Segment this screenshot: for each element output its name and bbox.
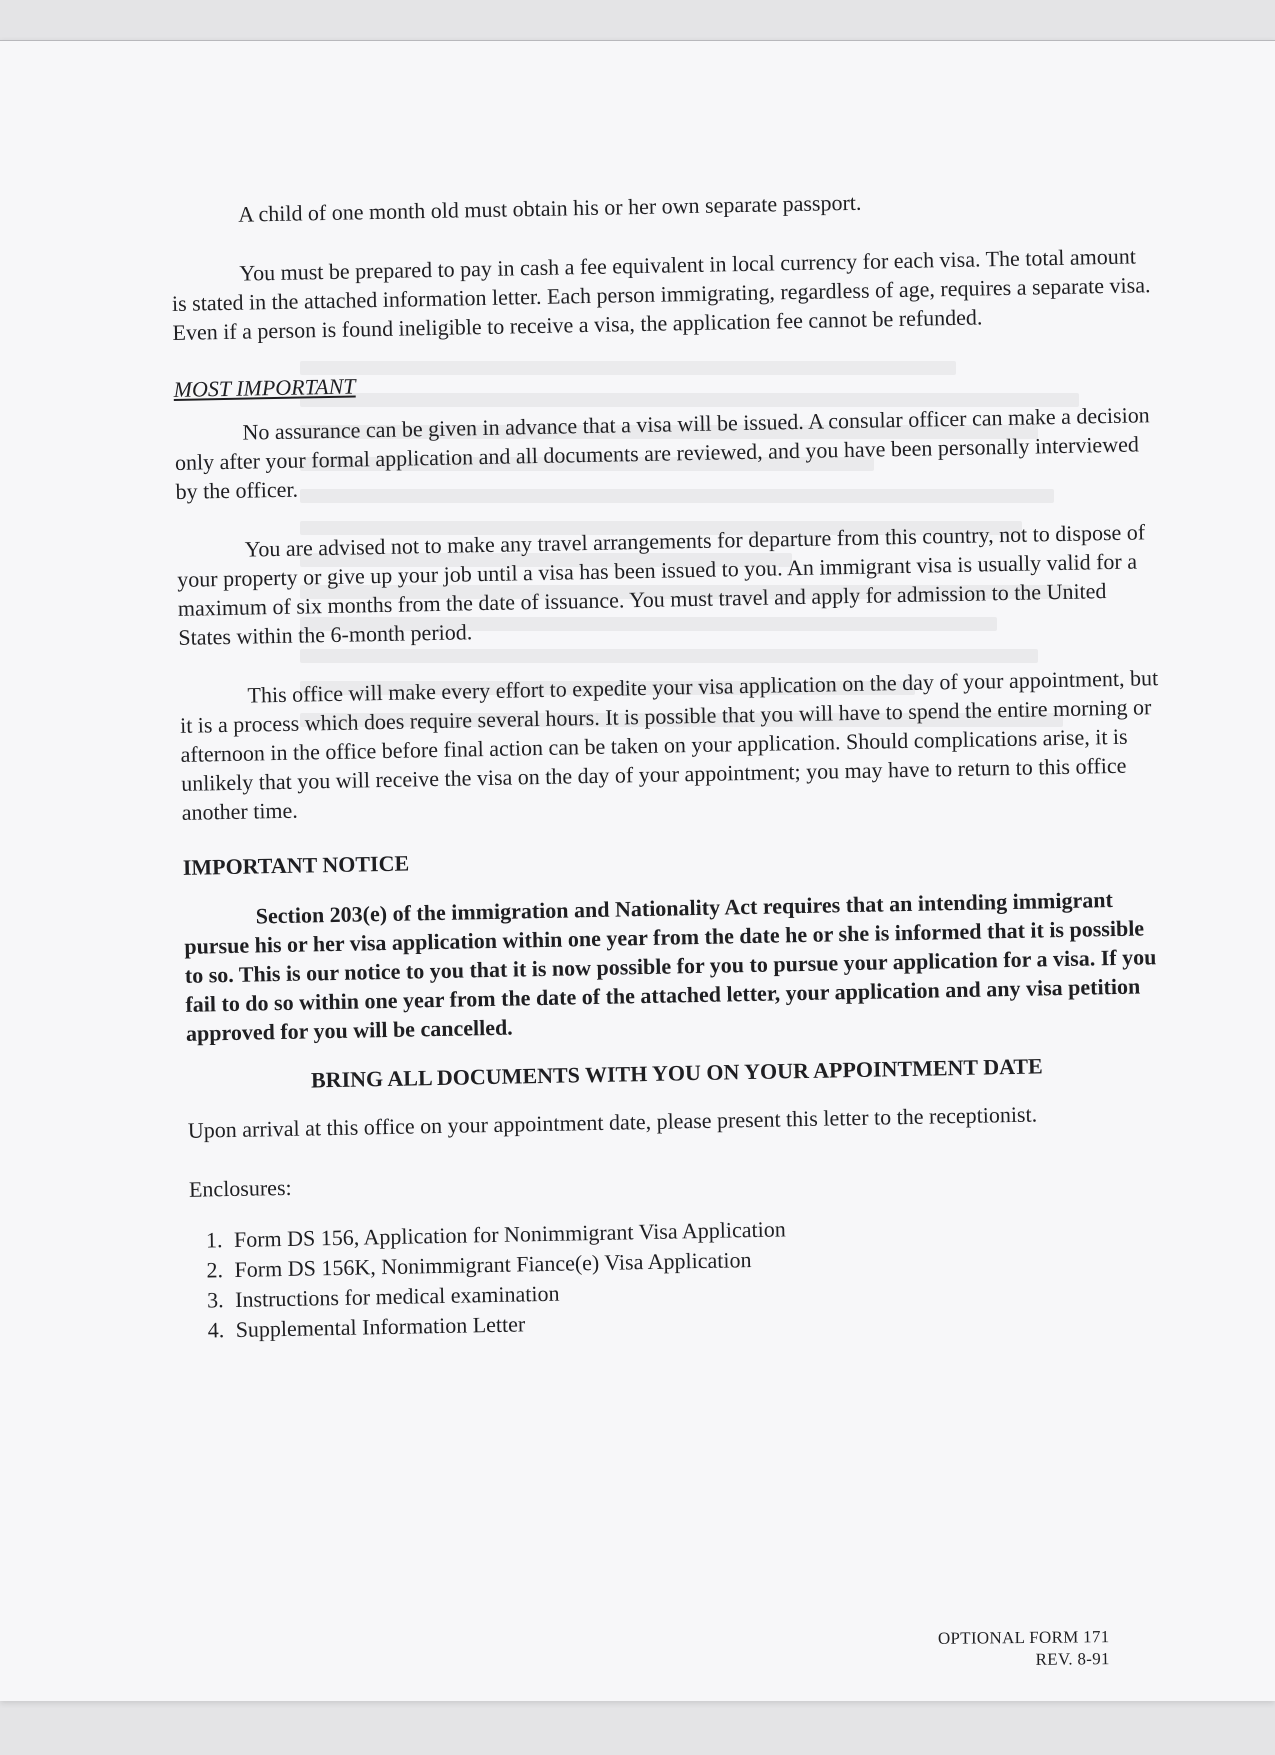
paragraph-passport: A child of one month old must obtain his or her own separate passport. (238, 189, 862, 227)
paragraph-section-203: Section 203(e) of the immigration and Nationality Act requires that an intending immigrant pursue his or her visa application within one year from the date he or she is informed that it is possible to so. This is our notice to you that it is now possible for you to pursue your application for a visa. If you fail to do so within one year from the date of the attached letter, your application and any visa petition approved for you will be cancelled. (184, 887, 1157, 1046)
paragraph-arrival: Upon arrival at this office on your appointment date, please present this letter to the receptionist. (187, 1101, 1038, 1143)
paragraph-no-assurance: No assurance can be given in advance that a visa will be issued. A consular officer can make a decision only after your formal application and all documents are reviewed, and you have been personally interviewed by the officer. (174, 402, 1150, 504)
document-page (0, 40, 1275, 1701)
enclosures-label: Enclosures: (188, 1174, 292, 1202)
paragraph-fee: You must be prepared to pay in cash a fee equivalent in local currency for each visa. The total amount is stated in the attached information letter. Each person immigrating, regardless of age, requires a separate visa. Even if a person is found ineligible to receive a visa, the application fee cannot be refunded. (171, 243, 1151, 345)
form-number: OPTIONAL FORM 171 (938, 1627, 1110, 1648)
heading-important-notice: IMPORTANT NOTICE (182, 850, 410, 880)
heading-bring-documents: BRING ALL DOCUMENTS WITH YOU ON YOUR APPOINTMENT DATE (310, 1053, 1043, 1093)
heading-most-important: MOST IMPORTANT (173, 373, 356, 402)
form-identifier (938, 1626, 1110, 1672)
enclosure-item: 4. Supplemental Information Letter (229, 1297, 1171, 1345)
paragraph-travel-advice: You are advised not to make any travel arrangements for departure from this country, not to dispose of your property or give up your job until a visa has been issued to you. An immigrant visa is usually valid for a maximum of six months from the date of issuance. You must travel and apply for admission to the United States within the 6-month period. (177, 519, 1146, 650)
enclosures-list (190, 1207, 1172, 1346)
enclosure-item: 2. Form DS 156K, Nonimmigrant Fiance(e) Visa Application (228, 1237, 1170, 1285)
letter-body (170, 182, 1172, 1346)
enclosure-item: 3. Instructions for medical examination (229, 1267, 1171, 1315)
paragraph-appointment-day: This office will make every effort to expedite your visa application on the day of your appointment, but it is a process which does require several hours. It is possible that you will have to spend the entire morning or afternoon in the office before final action can be taken on your application. Should complications arise, it is unlikely that you will receive the visa on the day of your appointment; you may have to return to this office another time. (179, 665, 1159, 825)
form-revision: REV. 8-91 (1035, 1649, 1111, 1669)
enclosure-item: 1. Form DS 156, Application for Nonimmigrant Visa Application (228, 1207, 1170, 1255)
